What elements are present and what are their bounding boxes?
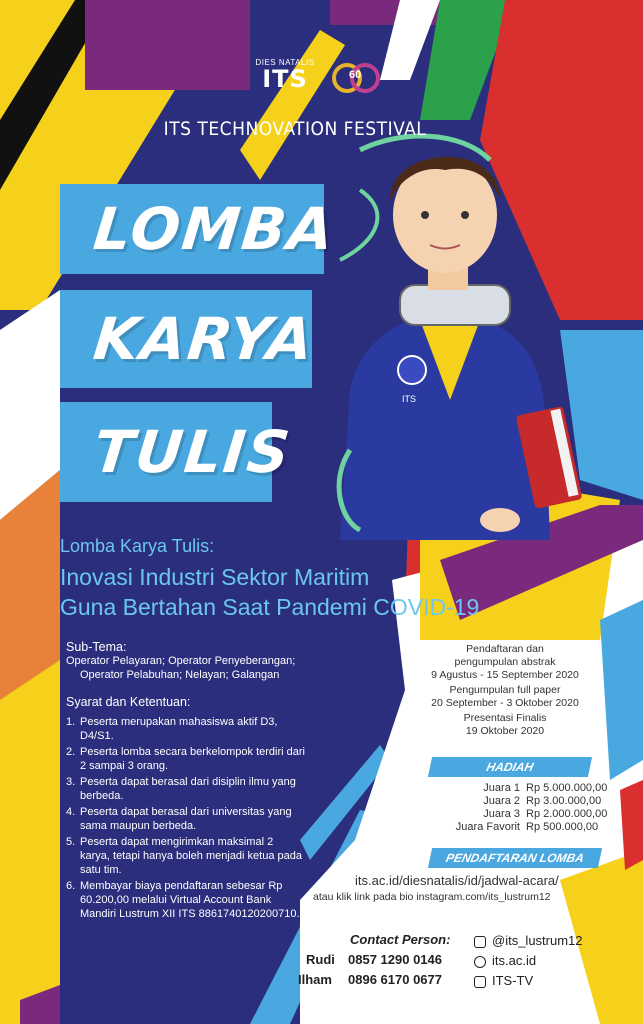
its-logo <box>255 58 315 91</box>
title-line-2: KARYA <box>60 290 312 388</box>
social-youtube[interactable]: ITS-TV <box>474 973 533 988</box>
contact-label: Contact Person: <box>350 932 451 947</box>
registration-note: atau klik link pada bio instagram.com/its_lustrum12 <box>313 891 551 903</box>
subtema-section <box>66 640 366 682</box>
contact-person-2: Ilham <box>298 972 332 987</box>
registration-url[interactable]: its.ac.id/diesnatalis/id/jadwal-acara/ <box>355 873 559 888</box>
list-item: 3. Peserta dapat berasal dari disiplin ilmu yang berbeda. <box>66 776 296 802</box>
registration-header: PENDAFTARAN LOMBA <box>428 848 602 868</box>
hadiah-header: HADIAH <box>428 757 592 777</box>
list-item: 2. Peserta lomba secara berkelompok terdiri dari 2 sampai 3 orang. <box>66 746 305 772</box>
schedule-final: Presentasi Finalis 19 Oktober 2020 <box>463 712 547 737</box>
social-website[interactable]: its.ac.id <box>474 953 536 968</box>
list-item: 1. Peserta merupakan mahasiswa aktif D3, D4/S1. <box>66 716 278 742</box>
festival-title: ITS TECHNOVATION FESTIVAL <box>163 118 427 140</box>
student-illustration <box>320 120 620 540</box>
list-item: 4. Peserta dapat berasal dari universitas yang sama maupun berbeda. <box>66 806 292 832</box>
headline-line-2: Guna Bertahan Saat Pandemi COVID-19 <box>60 594 480 620</box>
contact-person-1: Rudi <box>306 952 335 967</box>
requirements-label: Syarat dan Ketentuan: <box>66 695 191 709</box>
requirements-section <box>66 695 306 923</box>
competition-label: Lomba Karya Tulis: <box>60 536 215 556</box>
social-instagram[interactable]: @its_lustrum12 <box>474 933 583 948</box>
contact-phone-1[interactable]: 0857 1290 0146 <box>348 952 442 967</box>
subtema-label: Sub-Tema: <box>66 640 127 654</box>
dies-natalis-label: DIES NATALIS <box>255 58 315 67</box>
requirements-list <box>66 715 306 921</box>
subtema-line-2: Operator Pelabuhan; Nelayan; Galangan <box>80 669 280 681</box>
title-line-3: TULIS <box>60 402 272 502</box>
svg-text:ITS: ITS <box>402 394 417 404</box>
its-logo-text: ITS <box>262 65 308 93</box>
lustrum-60-logo <box>325 58 385 102</box>
instagram-icon <box>474 936 486 948</box>
schedule-registration: Pendaftaran dan pengumpulan abstrak 9 Agustus - 15 September 2020 <box>431 643 579 681</box>
subtema-line-1: Operator Pelayaran; Operator Penyeberangan; <box>66 655 296 667</box>
title-line-1: LOMBA <box>60 184 324 274</box>
headline-line-1: Inovasi Industri Sektor Maritim <box>60 564 370 590</box>
prize-table: Juara 1 Rp 5.000.000,00 Juara 2 Rp 3.00.000,00 Juara 3 Rp 2.000.000,00 Juara Favorit Rp 500.000,00 <box>455 782 608 833</box>
schedule-full-paper: Pengumpulan full paper 20 September - 3 Oktober 2020 <box>431 684 579 709</box>
contact-phone-2[interactable]: 0896 6170 0677 <box>348 972 442 987</box>
globe-icon <box>474 956 486 968</box>
list-item: 6. Membayar biaya pendaftaran sebesar Rp 60.200,00 melalui Virtual Account Bank Mandiri Lustrum XII ITS 8861740120200710. <box>66 880 300 920</box>
youtube-icon <box>474 976 486 988</box>
lustrum-number: 60 <box>349 69 362 81</box>
list-item: 5. Peserta dapat mengirimkan maksimal 2 karya, tetapi hanya boleh menjadi ketua pada satu tim. <box>66 836 302 876</box>
